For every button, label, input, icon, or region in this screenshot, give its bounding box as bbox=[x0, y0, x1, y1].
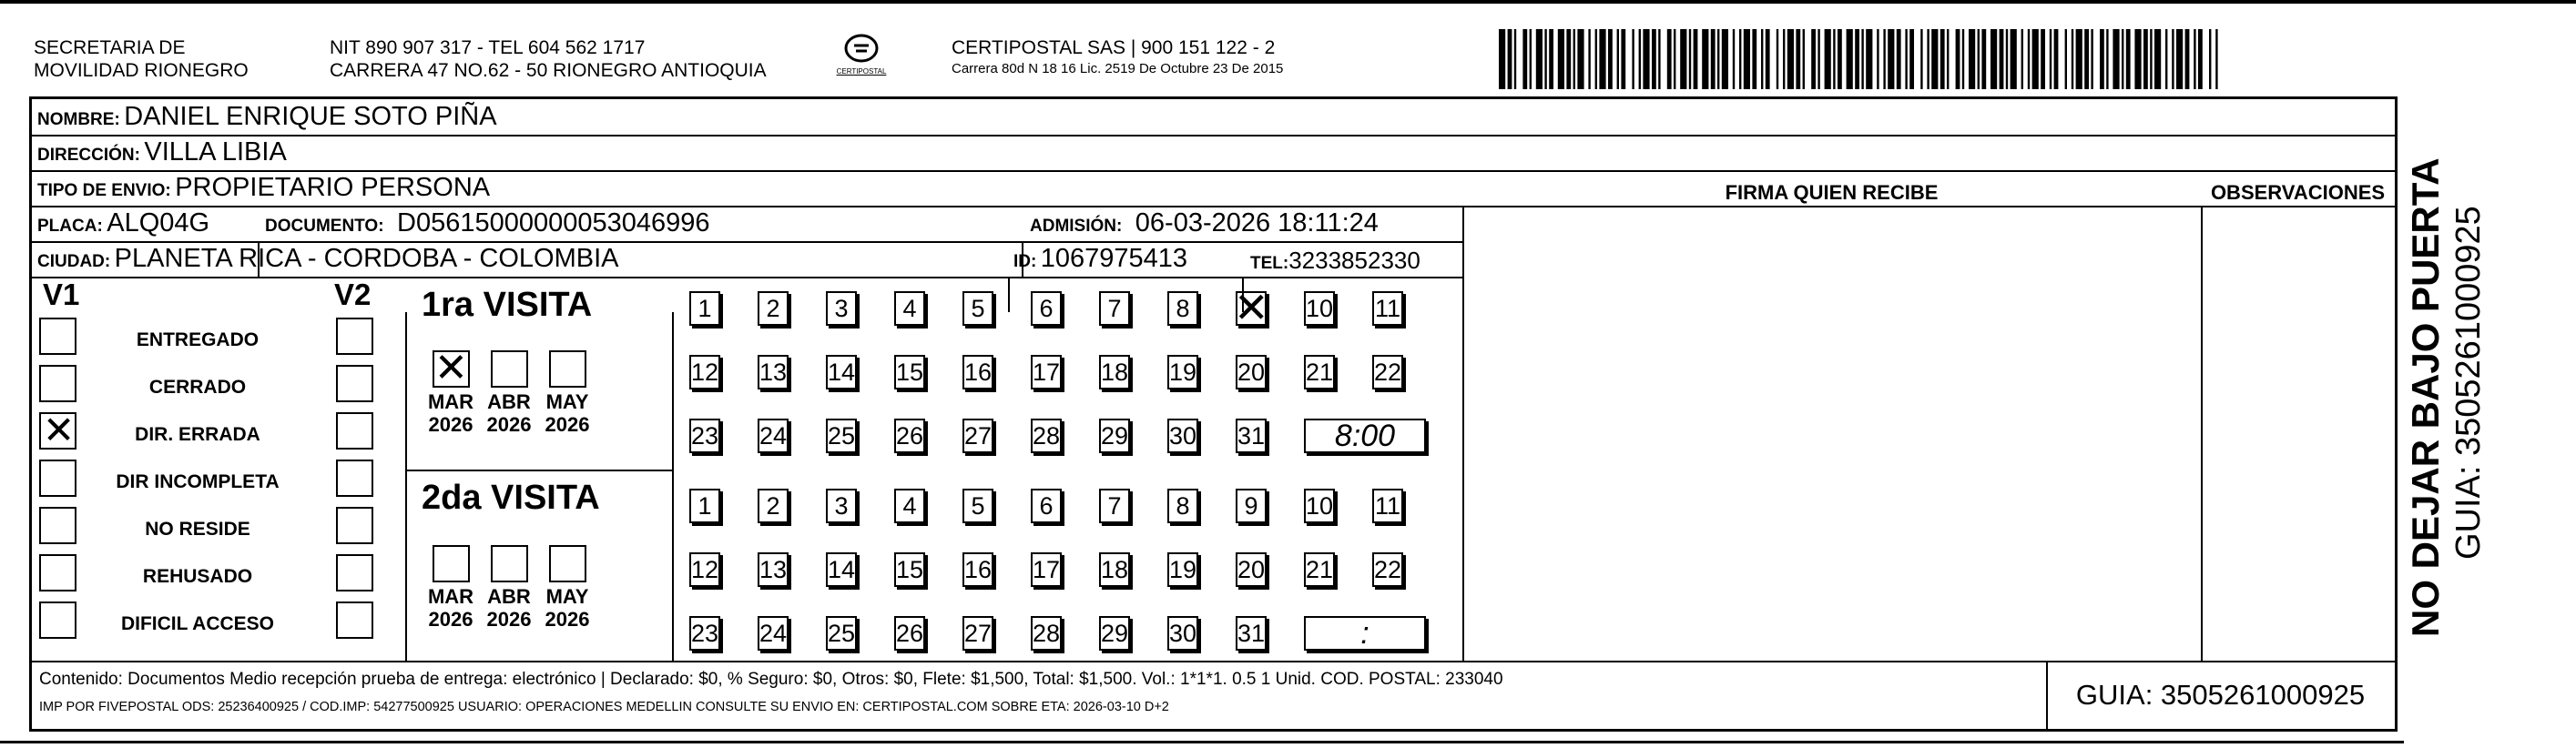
month-checkbox[interactable] bbox=[491, 350, 528, 388]
v1-checkbox[interactable] bbox=[39, 554, 76, 591]
day-box[interactable]: 7 bbox=[1099, 291, 1130, 326]
day-box[interactable]: 21 bbox=[1304, 552, 1335, 587]
day-box[interactable]: 28 bbox=[1031, 419, 1062, 453]
month-year: 2026 bbox=[545, 608, 590, 631]
org-line1: SECRETARIA DE bbox=[34, 37, 186, 58]
month-name: MAR bbox=[427, 390, 474, 413]
day-box[interactable]: 24 bbox=[758, 419, 789, 453]
day-box[interactable]: 12 bbox=[689, 552, 720, 587]
tel-label: TEL: bbox=[1250, 254, 1289, 273]
day-box[interactable]: 4 bbox=[894, 489, 925, 523]
address-line: CARRERA 47 NO.62 - 50 RIONEGRO ANTIOQUIA bbox=[330, 60, 767, 81]
company-line: CERTIPOSTAL SAS | 900 151 122 - 2 bbox=[952, 37, 1276, 58]
admision-value: 06-03-2026 18:11:24 bbox=[1135, 208, 1379, 238]
imp-text: IMP POR FIVEPOSTAL ODS: 25236400925 / COD.IMP: 54277500925 USUARIO: OPERACIONES MEDELLIN CONSULTE SU ENVIO EN: CERTIPOSTAL.COM SOBRE ETA: 2026-03-10 D+2 bbox=[39, 700, 1169, 714]
day-box[interactable]: 3 bbox=[826, 489, 857, 523]
day-box[interactable]: 13 bbox=[758, 355, 789, 389]
visit1-title: 1ra VISITA bbox=[422, 286, 593, 324]
footer-guia: GUIA: 3505261000925 bbox=[2075, 679, 2366, 711]
month-name: MAR bbox=[427, 585, 474, 608]
reason-label: CERRADO bbox=[148, 377, 247, 398]
day-box[interactable]: 6 bbox=[1031, 291, 1062, 326]
reason-label: REHUSADO bbox=[142, 566, 253, 587]
day-box[interactable]: 14 bbox=[826, 552, 857, 587]
month-label bbox=[422, 390, 480, 436]
month-label bbox=[422, 585, 480, 631]
day-box[interactable]: 11 bbox=[1372, 291, 1403, 326]
direccion-value: VILLA LIBIA bbox=[144, 137, 287, 167]
day-box[interactable]: 17 bbox=[1031, 552, 1062, 587]
day-box[interactable]: 9 bbox=[1236, 489, 1267, 523]
day-box[interactable]: 30 bbox=[1167, 616, 1198, 651]
day-box[interactable]: 18 bbox=[1099, 552, 1130, 587]
placa-field bbox=[37, 208, 209, 238]
logo-icon bbox=[843, 33, 880, 64]
day-box[interactable]: 31 bbox=[1236, 419, 1267, 453]
day-box[interactable]: 29 bbox=[1099, 419, 1130, 453]
day-box[interactable]: 25 bbox=[826, 616, 857, 651]
day-box[interactable]: 5 bbox=[962, 489, 993, 523]
time-box[interactable]: 8:00 bbox=[1304, 419, 1426, 453]
reason-label: DIR INCOMPLETA bbox=[116, 471, 280, 492]
tipo-envio-value: PROPIETARIO PERSONA bbox=[175, 173, 491, 202]
nombre-value: DANIEL ENRIQUE SOTO PIÑA bbox=[124, 102, 497, 131]
day-box[interactable]: 6 bbox=[1031, 489, 1062, 523]
day-box[interactable]: 2 bbox=[758, 489, 789, 523]
v1-checkbox[interactable] bbox=[39, 408, 76, 452]
ciudad-value: PLANETA RICA - CORDOBA - COLOMBIA bbox=[114, 244, 619, 273]
id-value: 1067975413 bbox=[1040, 244, 1188, 273]
documento-field bbox=[265, 208, 710, 238]
direccion-label: DIRECCIÓN: bbox=[37, 146, 140, 165]
month-checkbox[interactable] bbox=[549, 545, 586, 582]
day-box[interactable]: 24 bbox=[758, 616, 789, 651]
v1-label: V1 bbox=[43, 278, 80, 311]
v2-checkbox[interactable] bbox=[336, 460, 373, 497]
day-box[interactable]: 27 bbox=[962, 419, 993, 453]
month-year: 2026 bbox=[486, 413, 532, 436]
v1-checkbox[interactable] bbox=[39, 601, 76, 639]
month-name: MAY bbox=[545, 585, 589, 608]
reason-label: NO RESIDE bbox=[145, 519, 250, 540]
v1-checkbox[interactable] bbox=[39, 460, 76, 497]
admision-label: ADMISIÓN: bbox=[1030, 217, 1123, 236]
day-box[interactable]: 14 bbox=[826, 355, 857, 389]
day-box[interactable]: 23 bbox=[689, 616, 720, 651]
v2-checkbox[interactable] bbox=[336, 507, 373, 544]
month-checkbox[interactable] bbox=[433, 545, 470, 582]
day-box[interactable]: 28 bbox=[1031, 616, 1062, 651]
documento-value: D05615000000053046996 bbox=[397, 208, 710, 238]
month-label bbox=[480, 390, 538, 436]
month-label bbox=[538, 390, 596, 436]
nombre-field bbox=[37, 102, 497, 132]
day-box[interactable]: 8 bbox=[1167, 489, 1198, 523]
reason-label: ENTREGADO bbox=[136, 329, 260, 350]
v2-label: V2 bbox=[334, 278, 372, 311]
day-box[interactable]: 16 bbox=[962, 552, 993, 587]
day-box[interactable]: 31 bbox=[1236, 616, 1267, 651]
v2-checkbox[interactable] bbox=[336, 365, 373, 402]
day-box[interactable]: 15 bbox=[894, 552, 925, 587]
barcode-icon bbox=[1499, 29, 2222, 89]
top-rule bbox=[0, 0, 2576, 4]
day-box[interactable]: 1 bbox=[689, 489, 720, 523]
org-line2: MOVILIDAD RIONEGRO bbox=[34, 60, 249, 81]
month-year: 2026 bbox=[428, 413, 473, 436]
tipo-envio-field bbox=[37, 173, 490, 203]
month-name: ABR bbox=[487, 390, 531, 413]
id-label: ID: bbox=[1013, 252, 1037, 271]
month-name: MAY bbox=[545, 390, 589, 413]
firma-header: FIRMA QUIEN RECIBE bbox=[1725, 181, 1939, 204]
day-box[interactable]: 1 bbox=[689, 291, 720, 326]
checkmark-x-icon: ✕ bbox=[43, 408, 76, 452]
day-box[interactable]: 3 bbox=[826, 291, 857, 326]
documento-label: DOCUMENTO: bbox=[265, 217, 384, 236]
direccion-field bbox=[37, 137, 287, 167]
day-box[interactable]: 23 bbox=[689, 419, 720, 453]
visit2-title: 2da VISITA bbox=[422, 479, 600, 517]
day-box[interactable]: 21 bbox=[1304, 355, 1335, 389]
day-box[interactable]: 5 bbox=[962, 291, 993, 326]
checkmark-x-icon: ✕ bbox=[1234, 283, 1269, 332]
day-box[interactable]: 2 bbox=[758, 291, 789, 326]
placa-value: ALQ04G bbox=[107, 208, 210, 238]
day-box[interactable]: 11 bbox=[1372, 489, 1403, 523]
nit-line: NIT 890 907 317 - TEL 604 562 1717 bbox=[330, 37, 646, 58]
tel-value: 3233852330 bbox=[1288, 247, 1420, 274]
observaciones-header: OBSERVACIONES bbox=[2210, 181, 2386, 204]
contenido-text: Contenido: Documentos Medio recepción prueba de entrega: electrónico | Declarado: $0, % Seguro: $0, Otros: $0, Flete: $1,500, Total: $1,500. Vol.: 1*1*1. 0.5 1 Unid. COD. POSTAL: 233040 bbox=[39, 670, 1503, 689]
day-box[interactable]: 10 bbox=[1304, 291, 1335, 326]
nombre-label: NOMBRE: bbox=[37, 110, 120, 129]
v2-checkbox[interactable] bbox=[336, 554, 373, 591]
day-box[interactable]: 22 bbox=[1372, 552, 1403, 587]
day-box[interactable]: 29 bbox=[1099, 616, 1130, 651]
reason-label: DIFICIL ACCESO bbox=[120, 613, 274, 634]
month-label bbox=[480, 585, 538, 631]
day-box[interactable]: 18 bbox=[1099, 355, 1130, 389]
month-name: ABR bbox=[487, 585, 531, 608]
id-field bbox=[1013, 244, 1187, 274]
tel-field bbox=[1250, 247, 1420, 275]
day-box[interactable]: 10 bbox=[1304, 489, 1335, 523]
admision-field bbox=[1030, 208, 1379, 238]
month-checkbox[interactable] bbox=[433, 345, 470, 391]
bottom-rule bbox=[0, 741, 2404, 743]
checkmark-x-icon: ✕ bbox=[434, 345, 468, 391]
day-box[interactable]: 16 bbox=[962, 355, 993, 389]
v2-checkbox[interactable] bbox=[336, 412, 373, 450]
v1-checkbox[interactable] bbox=[39, 318, 76, 355]
certipostal-logo bbox=[836, 33, 887, 76]
day-box[interactable]: 22 bbox=[1372, 355, 1403, 389]
v1-checkbox[interactable] bbox=[39, 365, 76, 402]
day-box[interactable]: 25 bbox=[826, 419, 857, 453]
day-box[interactable]: 27 bbox=[962, 616, 993, 651]
ciudad-field bbox=[37, 244, 618, 274]
day-box[interactable]: 13 bbox=[758, 552, 789, 587]
day-box[interactable]: 20 bbox=[1236, 355, 1267, 389]
delivery-form bbox=[29, 96, 2398, 732]
month-label bbox=[538, 585, 596, 631]
logo-text: CERTIPOSTAL bbox=[836, 67, 887, 76]
org-name bbox=[34, 36, 249, 82]
day-box[interactable] bbox=[1234, 283, 1269, 332]
day-box[interactable]: 8 bbox=[1167, 291, 1198, 326]
company-sub: Carrera 80d N 18 16 Lic. 2519 De Octubre 23 De 2015 bbox=[952, 61, 1284, 76]
month-checkbox[interactable] bbox=[491, 545, 528, 582]
no-dejar-warning: NO DEJAR BAJO PUERTA bbox=[2404, 157, 2447, 637]
org-contact bbox=[330, 36, 767, 82]
v2-checkbox[interactable] bbox=[336, 318, 373, 355]
month-checkbox[interactable] bbox=[549, 350, 586, 388]
day-box[interactable]: 15 bbox=[894, 355, 925, 389]
day-box[interactable]: 12 bbox=[689, 355, 720, 389]
day-box[interactable]: 26 bbox=[894, 419, 925, 453]
v1-checkbox[interactable] bbox=[39, 507, 76, 544]
day-box[interactable]: 19 bbox=[1167, 355, 1198, 389]
side-guia: GUIA: 3505261000925 bbox=[2449, 206, 2488, 560]
tipo-envio-label: TIPO DE ENVIO: bbox=[37, 181, 171, 200]
company-info bbox=[952, 36, 1283, 76]
day-box[interactable]: 4 bbox=[894, 291, 925, 326]
month-year: 2026 bbox=[486, 608, 532, 631]
day-box[interactable]: 19 bbox=[1167, 552, 1198, 587]
day-box[interactable]: 7 bbox=[1099, 489, 1130, 523]
placa-label: PLACA: bbox=[37, 217, 103, 236]
time-box[interactable]: : bbox=[1304, 616, 1426, 651]
day-box[interactable]: 17 bbox=[1031, 355, 1062, 389]
ciudad-label: CIUDAD: bbox=[37, 252, 111, 271]
day-box[interactable]: 20 bbox=[1236, 552, 1267, 587]
month-year: 2026 bbox=[428, 608, 473, 631]
reason-label: DIR. ERRADA bbox=[135, 424, 260, 445]
month-year: 2026 bbox=[545, 413, 590, 436]
v2-checkbox[interactable] bbox=[336, 601, 373, 639]
day-box[interactable]: 26 bbox=[894, 616, 925, 651]
day-box[interactable]: 30 bbox=[1167, 419, 1198, 453]
